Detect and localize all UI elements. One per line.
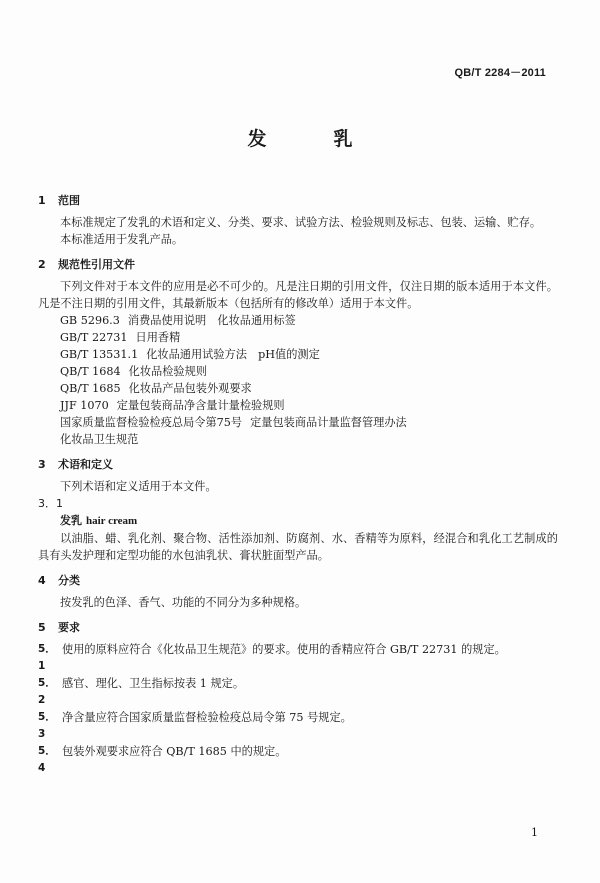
reference-name: 定量包装商品净含量计量检验规则 [116,399,285,412]
reference-name: 定量包装商品计量监督管理办法 [250,416,407,429]
reference-name: 化妆品检验规则 [128,365,207,378]
reference-item [38,346,558,363]
section-number: 3 [38,458,46,471]
classification-text: 按发乳的色泽、香气、功能的不同分为多种规格。 [60,596,307,609]
section-heading-requirements [38,619,558,636]
section-title: 规范性引用文件 [58,258,135,271]
reference-code: QB/T 1684 [60,365,121,378]
reference-item [38,431,558,448]
section-title: 要求 [58,621,80,634]
requirement-number: 5．1 [38,643,56,672]
reference-code: 化妆品卫生规范 [60,433,139,446]
reference-code: GB 5296.3 [60,314,120,327]
section-heading-terms [38,456,558,473]
section-title: 分类 [58,574,80,587]
requirement-number: 5．2 [38,677,56,706]
requirement-text: 净含量应符合国家质量监督检验检疫总局令第 75 号规定。 [62,711,352,724]
scope-paragraph-1: 本标准规定了发乳的术语和定义、分类、要求、试验方法、检验规则及标志、包装、运输、贮存。 [60,216,542,229]
standard-code: QB/T 2284－2011 [454,67,546,79]
page-number: 1 [531,826,538,839]
reference-item [38,380,558,397]
reference-name: 日用香精 [135,331,181,344]
reference-item [38,329,558,346]
terms-intro: 下列术语和定义适用于本文件。 [60,480,217,493]
section-title: 范围 [58,194,80,207]
section-heading-classification [38,572,558,589]
requirement-text: 包装外观要求应符合 QB/T 1685 中的规定。 [62,745,287,758]
subclause-number: 3．1 [38,497,63,510]
reference-item [38,312,558,329]
term-definition: 以油脂、蜡、乳化剂、聚合物、活性添加剂、防腐剂、水、香精等为原料，经混合和乳化工艺制成的具有头发护理和定型功能的水包油乳状、膏状脏面型产品。 [38,532,558,562]
term-chinese: 发乳 [60,514,82,527]
requirement-item [38,641,558,675]
requirement-item [38,743,558,777]
reference-name: 消费品使用说明 化妆品通用标签 [127,314,296,327]
requirement-item [38,709,558,743]
reference-code: GB/T 22731 [60,331,128,344]
requirement-item [38,675,558,709]
term-entry [38,512,558,530]
requirement-number: 5．3 [38,711,56,740]
reference-item [38,414,558,431]
reference-code: JJF 1070 [60,399,109,412]
section-number: 4 [38,574,46,587]
reference-code: QB/T 1685 [60,382,121,395]
reference-name: 化妆品产品包装外观要求 [128,382,252,395]
section-number: 5 [38,621,46,634]
reference-item [38,397,558,414]
refs-intro: 下列文件对于本文件的应用是必不可少的。凡是注日期的引用文件，仅注日期的版本适用于本文件。凡是不注日期的引用文件，其最新版本（包括所有的修改单）适用于本文件。 [38,280,558,310]
reference-code: GB/T 13531.1 [60,348,139,361]
reference-name: 化妆品通用试验方法 pH值的测定 [146,348,320,361]
document-body [38,192,558,777]
scope-paragraph-2: 本标准适用于发乳产品。 [60,233,184,246]
section-heading-scope [38,192,558,209]
reference-item [38,363,558,380]
section-number: 2 [38,258,46,271]
requirement-text: 感官、理化、卫生指标按表 1 规定。 [62,677,245,690]
reference-code: 国家质量监督检验检疫总局令第75号 [60,416,243,429]
requirement-number: 5．4 [38,745,56,774]
section-heading-refs [38,256,558,273]
term-english: hair cream [86,515,138,527]
section-number: 1 [38,194,46,207]
document-title: 发 乳 [247,128,377,150]
section-title: 术语和定义 [58,458,113,471]
requirement-text: 使用的原料应符合《化妆品卫生规范》的要求。使用的香精应符合 GB/T 22731 的规定。 [62,643,506,656]
